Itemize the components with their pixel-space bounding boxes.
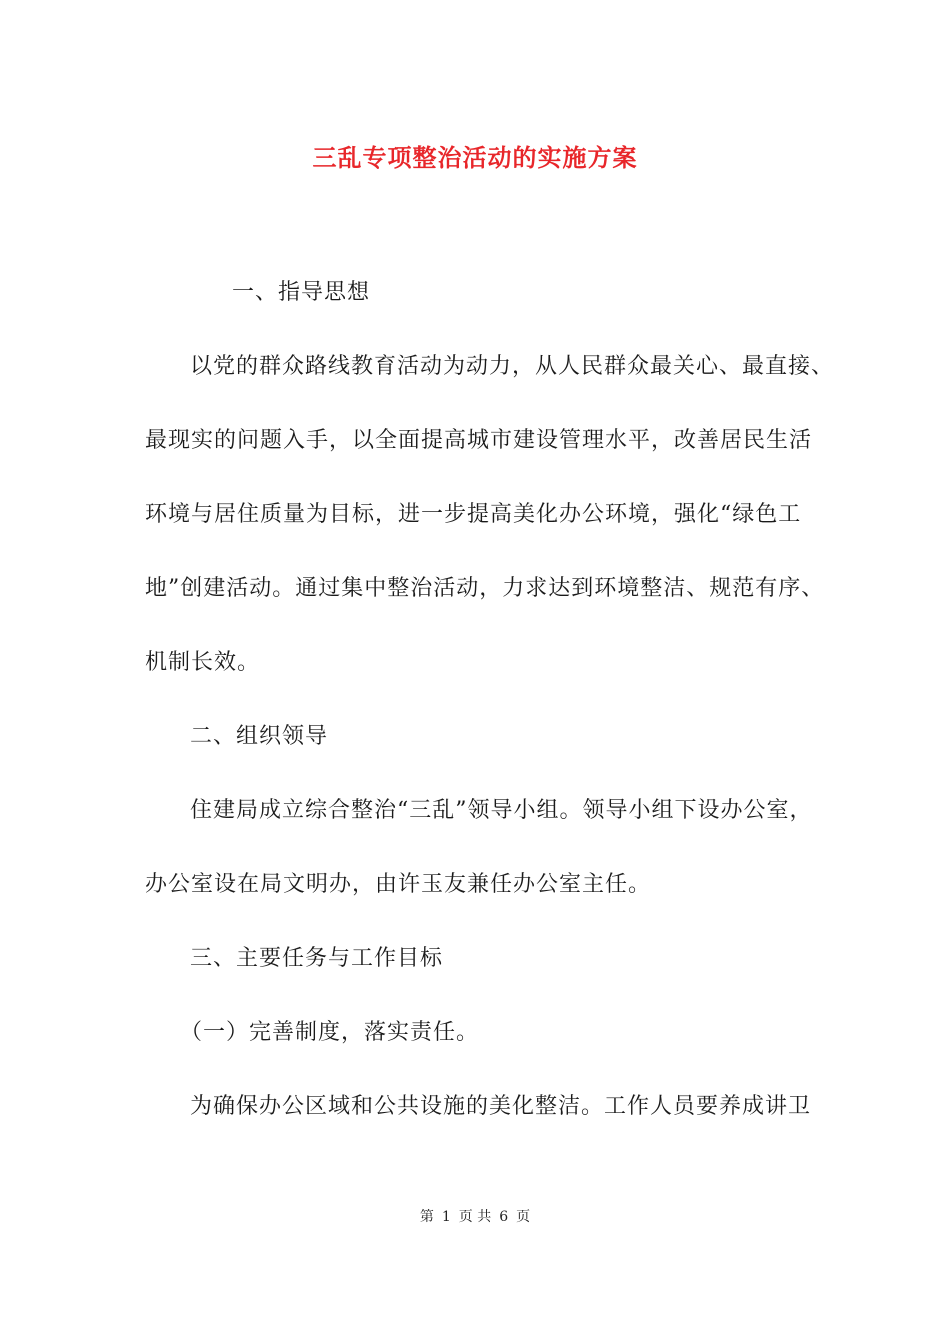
footer-prefix: 第 — [419, 1209, 434, 1225]
subheading-improve-system: （一）完善制度，落实责任。 — [180, 1020, 480, 1045]
paragraph-line: 以党的群众路线教育活动为动力，从人民群众最关心、最直接、 — [190, 354, 835, 379]
paragraph-line: 办公室设在局文明办，由许玉友兼任办公室主任。 — [145, 872, 652, 897]
footer-middle: 页 共 — [458, 1209, 492, 1225]
paragraph-line: 机制长效。 — [145, 650, 261, 675]
paragraph-line: 最现实的问题入手，以全面提高城市建设管理水平，改善居民生活 — [145, 428, 813, 453]
page-footer — [0, 1206, 950, 1226]
paragraph-line: 环境与居住质量为目标，进一步提高美化办公环境，强化“绿色工 — [145, 502, 802, 527]
footer-page-number: 1 — [441, 1209, 451, 1225]
footer-suffix: 页 — [516, 1209, 531, 1225]
paragraph-line: 为确保办公区域和公共设施的美化整洁。工作人员要养成讲卫 — [190, 1094, 812, 1119]
paragraph-line: 住建局成立综合整治“三乱”领导小组。领导小组下设办公室， — [190, 798, 813, 823]
heading-main-tasks: 三、主要任务与工作目标 — [190, 946, 444, 971]
heading-guiding-ideology: 一、指导思想 — [232, 280, 371, 305]
document-title: 三乱专项整治活动的实施方案 — [312, 143, 638, 172]
paragraph-line: 地”创建活动。通过集中整治活动，力求达到环境整洁、规范有序、 — [145, 576, 825, 601]
footer-total-pages: 6 — [499, 1209, 509, 1225]
heading-organization: 二、组织领导 — [190, 724, 329, 749]
